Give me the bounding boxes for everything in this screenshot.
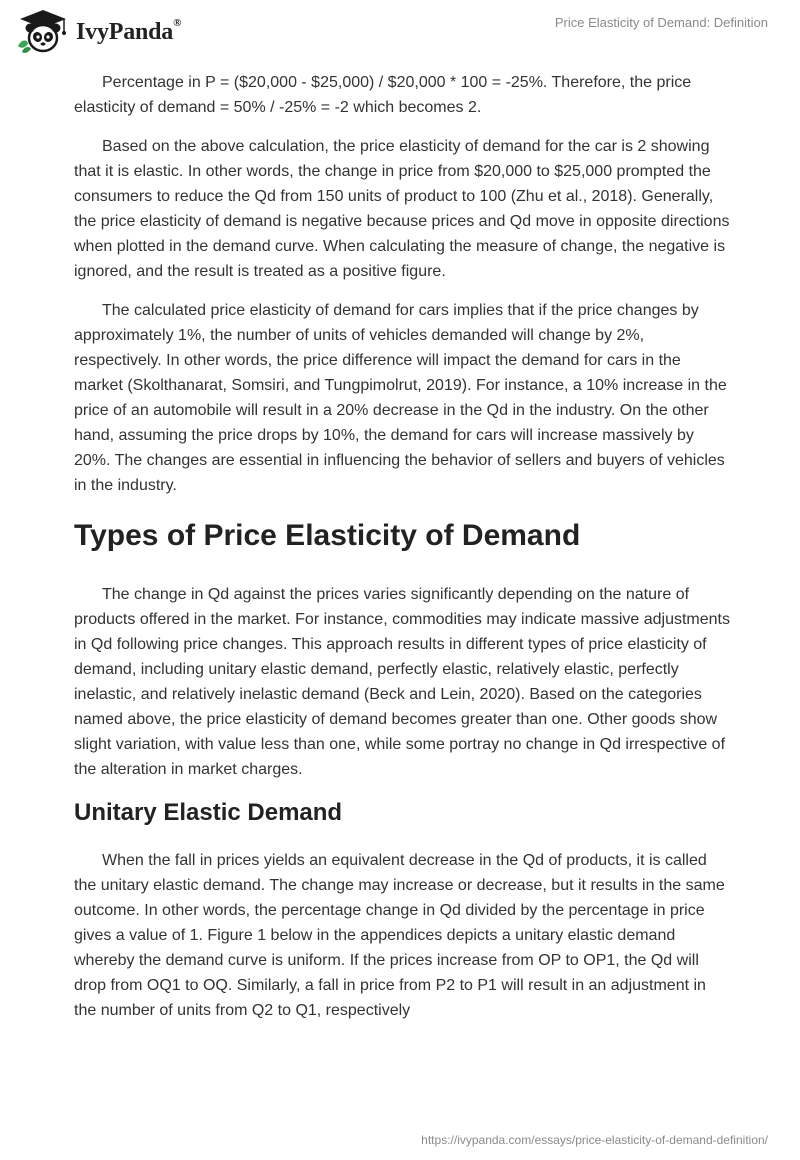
paragraph-implications: The calculated price elasticity of demand for cars implies that if the price changes by approximately 1%, the number of units of vehicles demanded will change by 2%, respectively. In other words, the price difference will impact the demand for cars in the market (Skolthanarat, Somsiri, and Tungpimolrut, 2019). For instance, a 10% increase in the price of an automobile will result in a 20% decrease in the Qd in the industry. On the other hand, assuming the price drops by 10%, the demand for cars will increase massively by 20%. The changes are essential in influencing the behavior of sellers and buyers of vehicles in the industry. <box>74 302 727 494</box>
essay-content <box>74 70 730 1037</box>
paragraph-calculation: Percentage in P = ($20,000 - $25,000) / $20,000 * 100 = -25%. Therefore, the price elasticity of demand = 50% / -25% = -2 which becomes 2. <box>74 74 692 116</box>
paragraph-unitary: When the fall in prices yields an equivalent decrease in the Qd of products, it is called the unitary elastic demand. The change may increase or decrease, but it results in the same outcome. In other words, the percentage change in Qd divided by the percentage in price gives a value of 1. Figure 1 below in the appendices depicts a unitary elastic demand whereby the demand curve is uniform. If the prices increase from OP to OP1, the Qd will drop from OQ1 to OQ. Similarly, a fall in price from P2 to P1 will result in an adjustment in the number of units from Q2 to Q1, respectively <box>74 852 725 1019</box>
brand-name: IvyPanda® <box>76 16 182 45</box>
document-title: Price Elasticity of Demand: Definition <box>554 15 768 30</box>
brand-logo[interactable] <box>14 8 181 54</box>
source-url[interactable]: https://ivypanda.com/essays/price-elasticity-of-demand-definition/ <box>421 1133 768 1147</box>
registered-mark: ® <box>173 16 182 29</box>
subsection-heading-unitary: Unitary Elastic Demand <box>74 799 343 826</box>
paragraph-elastic-result: Based on the above calculation, the price elasticity of demand for the car is 2 showing that it is elastic. In other words, the change in price from $20,000 to $25,000 prompted the consumers to reduce the Qd from 150 units of product to 100 (Zhu et al., 2018). Generally, the price elasticity of demand is negative because prices and Qd move in opposite directions when plotted in the demand curve. When calculating the measure of change, the negative is ignored, and the result is treated as a positive figure. <box>74 138 730 280</box>
paragraph-types: The change in Qd against the prices varies significantly depending on the nature of products offered in the market. For instance, commodities may indicate massive adjustments in Qd following price changes. This approach results in different types of price elasticity of demand, including unitary elastic demand, perfectly elastic, relatively elastic, perfectly inelastic, and relatively inelastic demand (Beck and Lein, 2020). Based on the categories named above, the price elasticity of demand becomes greater than one. Other goods show slight variation, with value less than one, while some portray no change in Qd irrespective of the alteration in market charges. <box>74 586 730 778</box>
panda-graduate-icon <box>14 8 72 54</box>
section-heading-types: Types of Price Elasticity of Demand <box>74 519 581 552</box>
page-header <box>0 0 800 60</box>
